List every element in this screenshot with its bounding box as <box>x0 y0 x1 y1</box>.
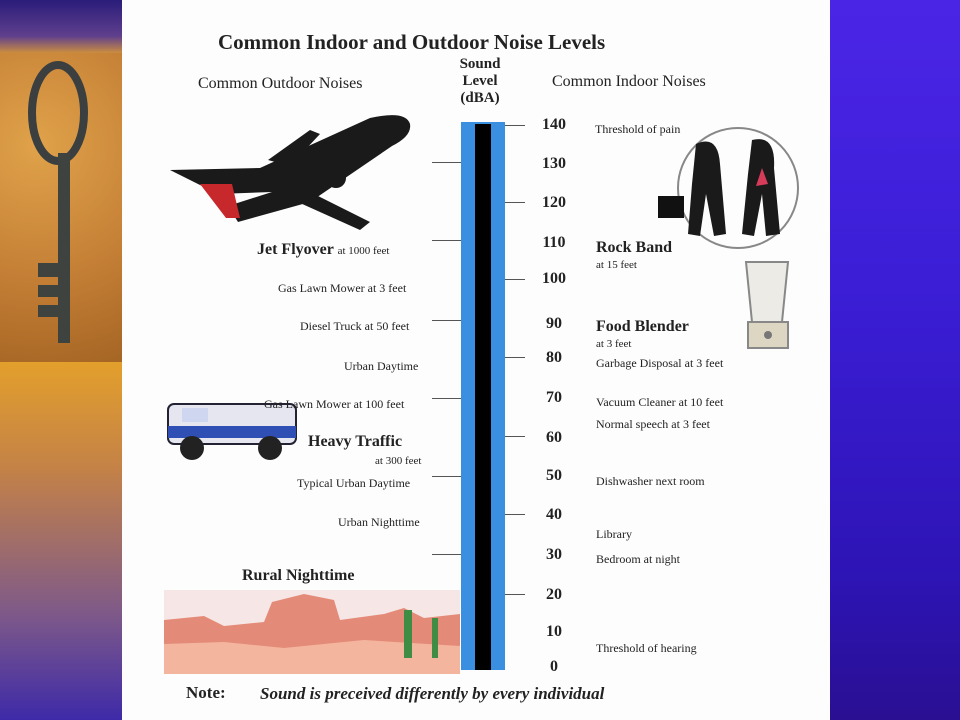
scale-120: 120 <box>542 194 566 211</box>
diesel-truck-label: Diesel Truck at 50 feet <box>300 319 410 333</box>
bedroom-label: Bedroom at night <box>596 552 680 566</box>
scale-130: 130 <box>542 155 566 172</box>
threshold-of-pain-label: Threshold of pain <box>595 122 681 136</box>
food-blender-distance: at 3 feet <box>596 338 632 350</box>
scale-100: 100 <box>542 270 566 287</box>
key-photo <box>0 53 122 362</box>
scale-header-line-2: Level <box>462 73 498 89</box>
dishwasher-label: Dishwasher next room <box>596 474 705 488</box>
scale-110: 110 <box>542 234 566 251</box>
garbage-disposal-label: Garbage Disposal at 3 feet <box>596 356 724 370</box>
vacuum-cleaner-label: Vacuum Cleaner at 10 feet <box>596 395 724 409</box>
urban-daytime-label: Urban Daytime <box>344 359 419 373</box>
normal-speech-label: Normal speech at 3 feet <box>596 417 710 431</box>
desert-landscape-icon <box>164 590 460 674</box>
skeleton-key-icon <box>0 53 122 362</box>
food-blender-label: Food Blender <box>596 318 689 335</box>
scale-10: 10 <box>546 623 562 640</box>
jet-flyover-name: Jet Flyover <box>257 241 334 258</box>
typical-urban-daytime-label: Typical Urban Daytime <box>297 476 411 490</box>
scale-70: 70 <box>546 389 562 406</box>
scale-80: 80 <box>546 349 562 366</box>
threshold-of-hearing-label: Threshold of hearing <box>596 641 697 655</box>
scale-30: 30 <box>546 546 562 563</box>
scale-140: 140 <box>542 116 566 133</box>
scale-60: 60 <box>546 429 562 446</box>
note-label: Note: <box>186 683 226 702</box>
noise-chart-sheet <box>122 0 830 720</box>
scale-header-line-3: (dBA) <box>460 90 500 106</box>
scale-50: 50 <box>546 467 562 484</box>
jet-flyover-distance: at 1000 feet <box>337 245 390 257</box>
scale-header-line-1: Sound <box>459 56 501 72</box>
library-label: Library <box>596 527 632 541</box>
rural-nighttime-label: Rural Nighttime <box>242 567 355 584</box>
rock-band-label: Rock Band <box>596 239 673 256</box>
rock-band-icon <box>656 124 806 252</box>
mower-100ft-label: Gas Lawn Mower at 100 feet <box>264 397 405 411</box>
airplane-icon <box>160 110 422 235</box>
outdoor-header: Common Outdoor Noises <box>198 75 363 92</box>
scale-90: 90 <box>546 315 562 332</box>
scale-0: 0 <box>550 658 558 675</box>
scale-40: 40 <box>546 506 562 523</box>
urban-nighttime-label: Urban Nighttime <box>338 515 420 529</box>
right-gradient-panel <box>830 0 960 720</box>
mower-3ft-label: Gas Lawn Mower at 3 feet <box>278 281 407 295</box>
indoor-header: Common Indoor Noises <box>552 73 706 90</box>
heavy-traffic-distance: at 300 feet <box>375 455 422 467</box>
jet-flyover-label <box>257 241 390 259</box>
note-text: Sound is preceived differently by every individual <box>260 684 605 703</box>
scale-header <box>440 56 520 107</box>
chart-title: Common Indoor and Outdoor Noise Levels <box>218 30 606 54</box>
scale-20: 20 <box>546 586 562 603</box>
sound-level-bar-core <box>475 124 491 670</box>
food-blender-icon <box>738 256 798 352</box>
heavy-traffic-label: Heavy Traffic <box>308 433 403 450</box>
rock-band-distance: at 15 feet <box>596 259 637 271</box>
